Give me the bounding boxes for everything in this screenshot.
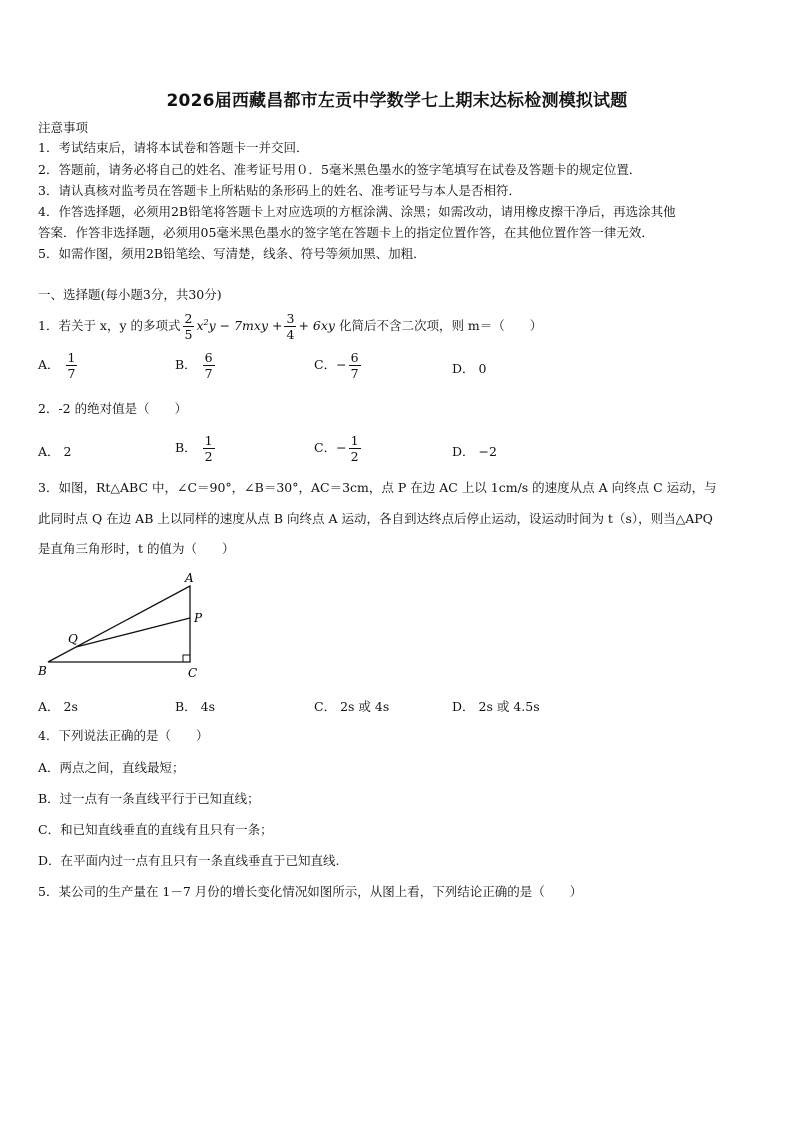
q1-option-b: B． $\frac{6}{7}$ — [175, 350, 213, 381]
q1-term-3: + 6xy — [298, 318, 335, 334]
q1-fraction-1: $\frac{2}{5}$ — [184, 311, 193, 343]
question-3-stem-line: 是直角三角形时，t 的值为（ ） — [38, 541, 235, 556]
q1-option-b-fraction: $\frac{6}{7}$ — [204, 350, 213, 381]
q2-option-c: C．− $\frac{1}{2}$ — [314, 433, 359, 464]
notes-item: 5．如需作图，须用2B铅笔绘、写清楚，线条、符号等须加黑、加粗． — [38, 246, 426, 261]
q4-option-a: A．两点之间，直线最短； — [38, 760, 185, 775]
q1-option-d: D． 0 — [452, 361, 487, 376]
q2-option-d: D． −2 — [452, 444, 497, 459]
question-1-stem — [38, 306, 542, 343]
q2-option-b: B． $\frac{1}{2}$ — [175, 433, 213, 464]
q1-option-a-fraction: $\frac{1}{7}$ — [67, 350, 76, 381]
q2-option-a: A． 2 — [38, 444, 72, 459]
q4-option-b: B．过一点有一条直线平行于已知直线； — [38, 791, 260, 806]
page-title: 2026届西藏昌都市左贡中学数学七上期末达标检测模拟试题 — [166, 91, 628, 111]
q3-option-a: A． 2s — [38, 699, 78, 714]
q1-option-c: C．− $\frac{6}{7}$ — [314, 350, 359, 381]
label-a: A — [185, 571, 194, 585]
q1-prefix: 1．若关于 x，y 的多项式 — [38, 318, 181, 334]
notes-item: 3．请认真核对监考员在答题卡上所粘贴的条形码上的姓名、准考证号与本人是否相符． — [38, 183, 521, 198]
notes-heading: 注意事项 — [38, 120, 89, 135]
q3-option-c: C． 2s 或 4s — [314, 699, 390, 714]
question-3-stem-line: 此同时点 Q 在边 AB 上以同样的速度从点 B 向终点 A 运动，各自到达终点后停止运动，设运动时间为 t（s），则当△APQ — [38, 511, 713, 526]
right-angle-mark — [183, 655, 190, 662]
notes-item: 答案．作答非选择题，必须用05毫米黑色墨水的签字笔在答题卡上的指定位置作答，在其他位置作答一律无效． — [38, 225, 654, 240]
question-5-stem: 5．某公司的生产量在 1－7 月份的增长变化情况如图所示，从图上看，下列结论正确的是（ ） — [38, 884, 583, 899]
question-2-stem: 2．-2 的绝对值是（ ） — [38, 401, 188, 416]
q1-option-c-fraction: $\frac{6}{7}$ — [350, 350, 359, 381]
q4-option-d: D．在平面内过一点有且只有一条直线垂直于已知直线. — [38, 853, 340, 868]
label-q: Q — [68, 632, 78, 646]
section-heading: 一、选择题(每小题3分，共30分) — [38, 287, 222, 302]
q1-option-a: A． $\frac{1}{7}$ — [38, 350, 76, 381]
segment-pq — [76, 618, 190, 647]
notes-item: 1．考试结束后，请将本试卷和答题卡一并交回． — [38, 140, 309, 155]
label-c: C — [188, 666, 198, 680]
q4-option-c: C．和已知直线垂直的直线有且只有一条； — [38, 822, 273, 837]
question-4-stem: 4．下列说法正确的是（ ） — [38, 728, 209, 743]
label-b: B — [38, 664, 47, 678]
q1-term-2: y − 7mxy + — [208, 318, 283, 334]
q2-option-c-fraction: $\frac{1}{2}$ — [350, 433, 359, 464]
triangle-figure — [36, 568, 226, 680]
q1-term: x — [196, 318, 204, 334]
q1-fraction-2: $\frac{3}{4}$ — [286, 311, 295, 343]
q1-suffix: 化简后不含二次项，则 m＝（ ） — [338, 318, 543, 334]
q3-option-b: B． 4s — [175, 699, 216, 714]
q3-option-d: D． 2s 或 4.5s — [452, 699, 540, 714]
question-3-stem-line: 3．如图，Rt△ABC 中，∠C＝90°，∠B＝30°，AC＝3cm，点 P 在边 AC 上以 1cm/s 的速度从点 A 向终点 C 运动，与 — [38, 480, 717, 495]
label-p: P — [194, 611, 203, 625]
q1-exponent: 2 — [203, 318, 209, 327]
notes-item: 2．答题前，请务必将自己的姓名、准考证号用０．5毫米黑色墨水的签字笔填写在试卷及答题卡的规定位置． — [38, 162, 642, 177]
notes-item: 4．作答选择题，必须用2B铅笔将答题卡上对应选项的方框涂满、涂黑；如需改动，请用橡皮擦干净后，再选涂其他 — [38, 204, 676, 219]
q2-option-b-fraction: $\frac{1}{2}$ — [204, 433, 213, 464]
